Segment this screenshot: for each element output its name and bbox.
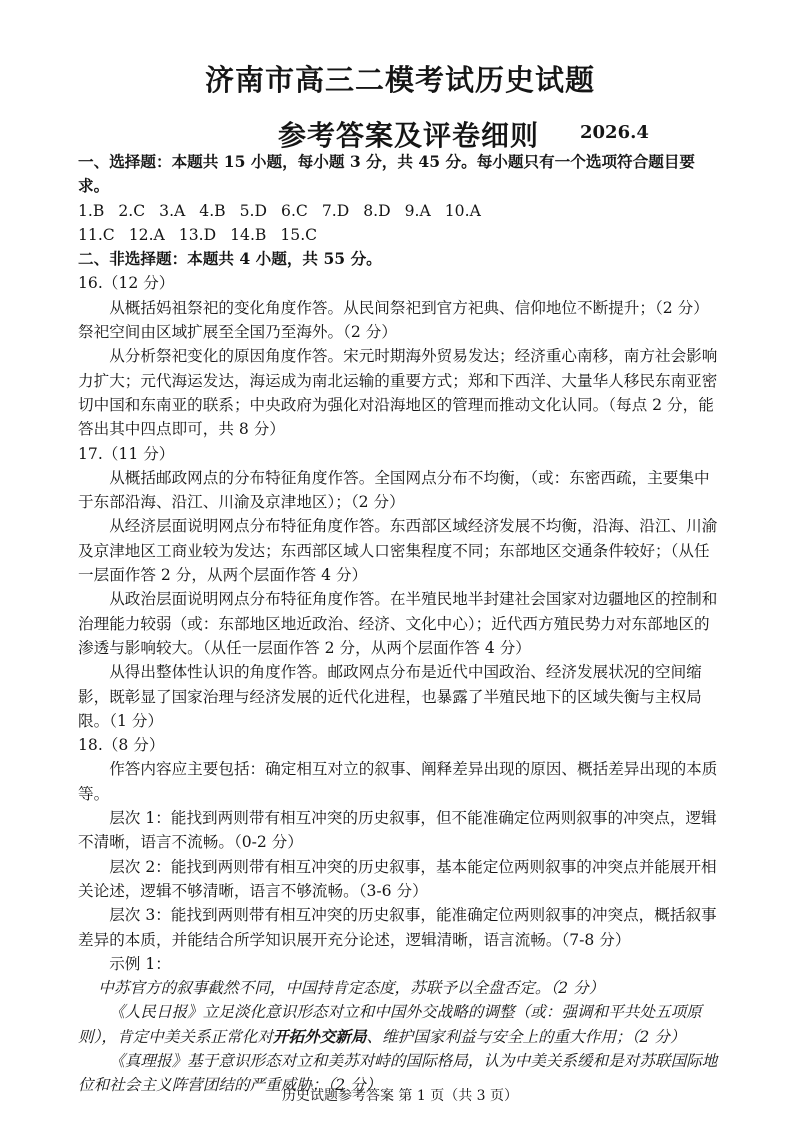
q18-level-3: 层次 3：能找到两则带有相互冲突的历史叙事，能准确定位两则叙事的冲突点，概括叙事差异的本质，并能结合所学知识展开充分论述，逻辑清晰，语言流畅。（7-8 分） — [78, 906, 717, 949]
q18-example-line-2-end: 、维护国家利益与安全上的重大作用；（2 分） — [366, 1027, 686, 1046]
q18-example-line-2-start: 《人民日报》立足淡化意识形态对立和中国外交战略的调整（或：强调和平共处五项原则），肯定中美关系正常化对 — [78, 1003, 702, 1046]
answer-item: 11.C — [78, 225, 115, 244]
answer-item: 14.B — [230, 225, 267, 244]
answer-item: 15.C — [280, 225, 318, 244]
q18-level-1: 层次 1：能找到两则带有相互冲突的历史叙事，但不能准确定位两则叙事的冲突点，逻辑不清晰，语言不流畅。（0-2 分） — [78, 809, 717, 852]
answer-item: 6.C — [281, 201, 308, 220]
answer-item: 10.A — [444, 201, 481, 220]
q18-example-line-2 — [78, 1000, 722, 1049]
answer-item: 8.D — [363, 201, 391, 220]
document-title: 济南市高三二模考试历史试题 — [204, 63, 595, 97]
document-date: 2026.4 — [580, 122, 649, 143]
answer-item: 5.D — [239, 201, 268, 220]
q17-paragraph-3: 从政治层面说明网点分布特征角度作答。在半殖民地半封建社会国家对边疆地区的控制和治理能力较弱（或：东部地区地近政治、经济、文化中心）；近代西方殖民势力对东部地区的渗透与影响较大。（从任一层面作答 2 分，从两个层面作答 4 分） — [78, 590, 718, 657]
q17-paragraph-1: 从概括邮政网点的分布特征角度作答。全国网点分布不均衡，（或：东密西疏，主要集中于东部沿海、沿江、川渝及京津地区）；（2 分） — [78, 468, 710, 512]
answer-item: 1.B — [78, 201, 105, 220]
answer-item: 4.B — [199, 201, 226, 220]
q17-label: 17.（11 分） — [78, 444, 175, 463]
q16-label: 16.（12 分） — [78, 274, 175, 293]
q18-example-label: 示例 1： — [109, 954, 171, 973]
q16-paragraph-2: 从分析祭祀变化的原因角度作答。宋元时期海外贸易发达；经济重心南移，南方社会影响力扩大；元代海运发达，海运成为南北运输的重要方式；郑和下西洋、大量华人移民东南亚密切中国和东南亚的联系；中央政府为强化对沿海地区的管理而推动文化认同。（每点 2 分，能答出其中四点即可，共 8 分） — [78, 347, 718, 439]
q16-paragraph-1: 从概括妈祖祭祀的变化角度作答。从民间祭祀到官方祀典、信仰地位不断提升；（2 分）祭祀空间由区域扩展至全国乃至海外。（2 分） — [78, 298, 709, 342]
q18-example-line-3: 《真理报》基于意识形态对立和美苏对峙的国际格局，认为中美关系缓和是对苏联国际地位和社会主义阵营团结的严重威胁；（2 分） — [78, 1051, 718, 1095]
q17-paragraph-4: 从得出整体性认识的角度作答。邮政网点分布是近代中国政治、经济发展状况的空间缩影，既彰显了国家治理与经济发展的近代化进程，也暴露了半殖民地下的区域失衡与主权局限。（1 分） — [78, 663, 702, 730]
q18-paragraph-1: 作答内容应主要包括：确定相互对立的叙事、阐释差异出现的原因、概括差异出现的本质等。 — [78, 760, 718, 803]
q18-example-line-1: 中苏官方的叙事截然不同，中国持肯定态度，苏联予以全盘否定。（2 分） — [98, 979, 605, 998]
q18-example-line-2-bold: 开拓外交新局 — [272, 1026, 367, 1046]
answer-item: 13.D — [178, 225, 217, 244]
document-body — [78, 150, 722, 1098]
answer-item: 7.D — [321, 201, 350, 220]
page-footer: 历史试题参考答案 第 1 页（共 3 页） — [281, 1088, 519, 1104]
answer-item: 3.A — [159, 201, 186, 220]
document-subtitle: 参考答案及评卷细则 — [278, 119, 540, 152]
answers-row-1 — [78, 199, 722, 223]
answers-row-2 — [78, 223, 722, 247]
answer-item: 2.C — [118, 201, 146, 220]
q18-label: 18.（8 分） — [78, 736, 165, 755]
section2-heading: 二、非选择题：本题共 4 小题，共 55 分。 — [78, 249, 382, 269]
answer-item: 9.A — [404, 201, 431, 220]
answer-item: 12.A — [128, 225, 165, 244]
q17-paragraph-2: 从经济层面说明网点分布特征角度作答。东西部区域经济发展不均衡，沿海、沿江、川渝及京津地区工商业较为发达；东西部区域人口密集程度不同；东部地区交通条件较好；（从任一层面作答 2 分，从两个层面作答 4 分） — [78, 517, 718, 585]
q18-level-2: 层次 2：能找到两则带有相互冲突的历史叙事，基本能定位两则叙事的冲突点并能展开相关论述，逻辑不够清晰，语言不够流畅。（3-6 分） — [78, 857, 717, 900]
section1-heading: 一、选择题：本题共 15 小题，每小题 3 分，共 45 分。每小题只有一个选项符合题目要求。 — [78, 152, 696, 196]
